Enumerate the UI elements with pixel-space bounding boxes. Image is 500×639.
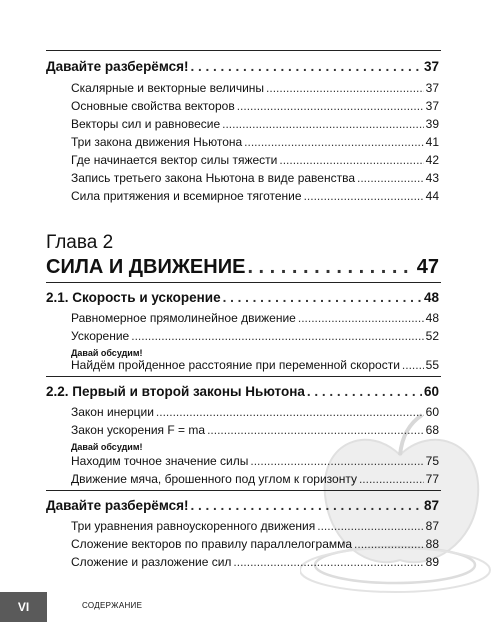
page-number: 88 bbox=[425, 537, 439, 551]
page-number: 55 bbox=[425, 358, 439, 372]
toc-item[interactable] bbox=[71, 329, 439, 343]
dot-leader bbox=[233, 555, 423, 569]
item-label: Найдём пройденное расстояние при переменной скорости bbox=[71, 358, 400, 372]
toc-item[interactable] bbox=[71, 519, 439, 533]
dot-leader bbox=[354, 537, 424, 551]
dot-leader bbox=[359, 472, 424, 486]
toc-item[interactable] bbox=[71, 189, 439, 203]
page-number: 43 bbox=[425, 171, 439, 185]
page-number: 89 bbox=[425, 555, 439, 569]
dot-leader bbox=[131, 329, 423, 343]
page-number: 39 bbox=[425, 117, 439, 131]
item-label: Сложение векторов по правилу параллелограмма bbox=[71, 537, 353, 551]
dot-leader bbox=[244, 135, 423, 149]
dot-leader bbox=[191, 59, 422, 74]
item-label: Равномерное прямолинейное движение bbox=[71, 311, 296, 325]
page-number: 37 bbox=[423, 59, 439, 74]
dot-leader bbox=[191, 498, 422, 513]
toc-item[interactable] bbox=[71, 311, 439, 325]
toc-item[interactable] bbox=[71, 405, 439, 419]
toc-section[interactable] bbox=[46, 59, 439, 74]
page-number: 68 bbox=[425, 423, 439, 437]
page-number: 42 bbox=[425, 153, 439, 167]
item-label: Три закона движения Ньютона bbox=[71, 135, 243, 149]
toc-item[interactable] bbox=[71, 472, 439, 486]
section-title: 2.2. Первый и второй законы Ньютона bbox=[46, 384, 305, 399]
section-title: 2.1. Скорость и ускорение bbox=[46, 290, 221, 305]
toc-item[interactable] bbox=[71, 358, 439, 372]
toc-item[interactable] bbox=[71, 153, 439, 167]
item-label: Три уравнения равноускоренного движения bbox=[71, 519, 316, 533]
page-number: 60 bbox=[423, 384, 439, 399]
toc-item[interactable] bbox=[71, 454, 439, 468]
dot-leader bbox=[266, 81, 424, 95]
item-label: Где начинается вектор силы тяжести bbox=[71, 153, 278, 167]
page-number: 75 bbox=[425, 454, 439, 468]
discussion-label: Давай обсудим! bbox=[71, 442, 143, 452]
item-label: Скалярные и векторные величины bbox=[71, 81, 265, 95]
dot-leader bbox=[207, 423, 424, 437]
toc-item[interactable] bbox=[71, 423, 439, 437]
dot-leader bbox=[304, 189, 424, 203]
item-label: Векторы сил и равновесие bbox=[71, 117, 221, 131]
section-rule bbox=[46, 376, 441, 377]
section-rule bbox=[46, 50, 441, 51]
page-number: 44 bbox=[425, 189, 439, 203]
dot-leader bbox=[357, 171, 424, 185]
page-number: 37 bbox=[425, 81, 439, 95]
toc-item[interactable] bbox=[71, 555, 439, 569]
dot-leader bbox=[307, 384, 422, 399]
toc-item[interactable] bbox=[71, 135, 439, 149]
page-number: 48 bbox=[425, 311, 439, 325]
chapter-title: СИЛА И ДВИЖЕНИЕ bbox=[46, 256, 246, 278]
toc-item[interactable] bbox=[71, 117, 439, 131]
toc-section[interactable] bbox=[46, 384, 439, 399]
toc-section[interactable] bbox=[46, 498, 439, 513]
page-number: 60 bbox=[425, 405, 439, 419]
chapter-label: Глава 2 bbox=[46, 232, 114, 253]
item-label: Запись третьего закона Ньютона в виде равенства bbox=[71, 171, 355, 185]
page-number-tab: VI bbox=[0, 592, 47, 622]
page-number: 52 bbox=[425, 329, 439, 343]
toc-item[interactable] bbox=[71, 99, 439, 113]
dot-leader bbox=[223, 290, 422, 305]
dot-leader bbox=[237, 99, 424, 113]
section-title: Давайте разберёмся! bbox=[46, 59, 189, 74]
page-number: 47 bbox=[416, 256, 439, 278]
dot-leader bbox=[279, 153, 423, 167]
item-label: Основные свойства векторов bbox=[71, 99, 235, 113]
dot-leader bbox=[317, 519, 423, 533]
section-rule bbox=[46, 490, 441, 491]
running-title: СОДЕРЖАНИЕ bbox=[82, 601, 143, 610]
page-number: 77 bbox=[425, 472, 439, 486]
item-label: Сила притяжения и всемирное тяготение bbox=[71, 189, 302, 203]
item-label: Движение мяча, брошенного под углом к горизонту bbox=[71, 472, 357, 486]
dot-leader bbox=[298, 311, 424, 325]
discussion-label: Давай обсудим! bbox=[71, 348, 143, 358]
item-label: Закон инерции bbox=[71, 405, 154, 419]
section-rule bbox=[46, 282, 441, 283]
item-label: Ускорение bbox=[71, 329, 130, 343]
page-number: 48 bbox=[423, 290, 439, 305]
section-title: Давайте разберёмся! bbox=[46, 498, 189, 513]
dot-leader bbox=[156, 405, 424, 419]
dot-leader bbox=[247, 256, 414, 279]
chapter-heading[interactable] bbox=[46, 256, 439, 279]
toc-item[interactable] bbox=[71, 81, 439, 95]
toc-item[interactable] bbox=[71, 537, 439, 551]
item-label: Сложение и разложение сил bbox=[71, 555, 232, 569]
item-label: Закон ускорения F = ma bbox=[71, 423, 206, 437]
dot-leader bbox=[402, 358, 424, 372]
dot-leader bbox=[250, 454, 423, 468]
page-number: 41 bbox=[425, 135, 439, 149]
dot-leader bbox=[222, 117, 424, 131]
item-label: Находим точное значение силы bbox=[71, 454, 249, 468]
page-number: 87 bbox=[423, 498, 439, 513]
page-number: 87 bbox=[425, 519, 439, 533]
page-number: 37 bbox=[425, 99, 439, 113]
toc-section[interactable] bbox=[46, 290, 439, 305]
toc-item[interactable] bbox=[71, 171, 439, 185]
